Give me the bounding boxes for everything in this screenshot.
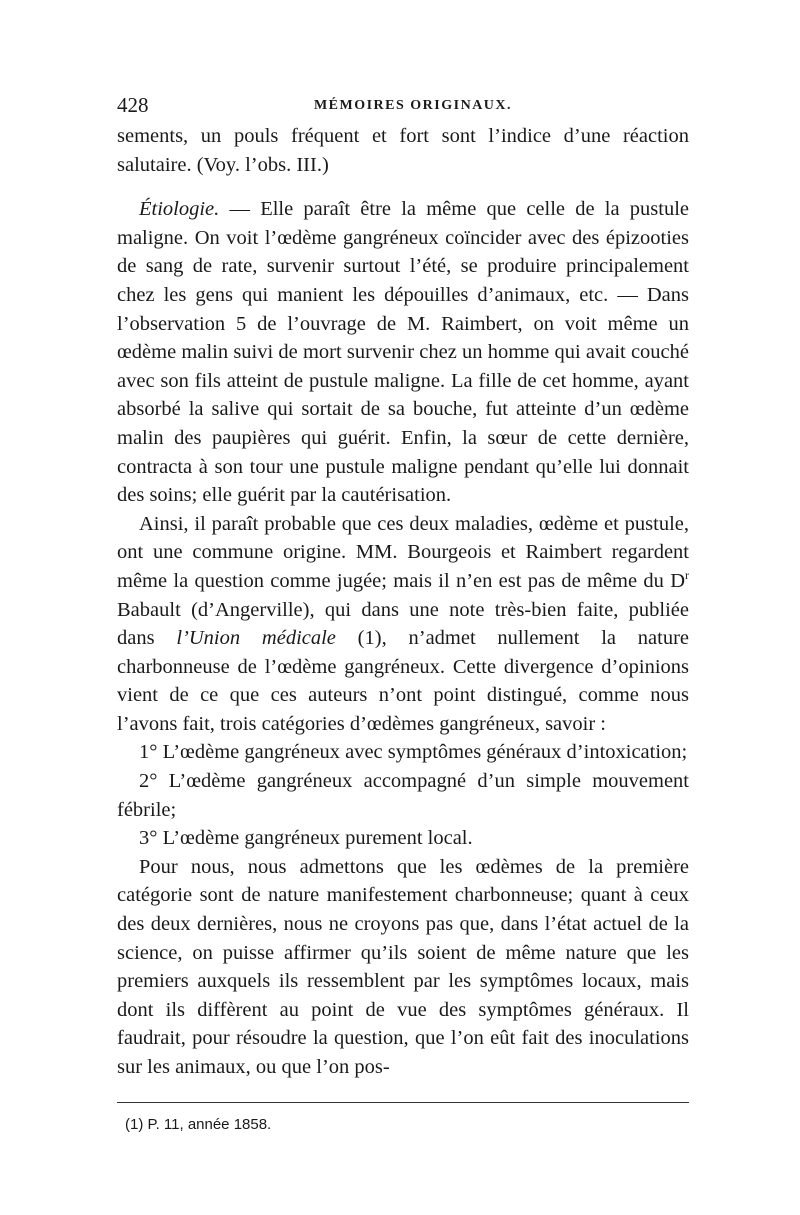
list-item-3: 3° L’œdème gangréneux purement local. bbox=[139, 827, 473, 850]
paragraph-etiologie-text: — Elle paraît être la même que celle de la pustule maligne. On voit l’œdème gangréneux coïncider avec des épizooties de sang de rate, survenir surtout l’été, se produire principalement chez les gens qui manient les dépouilles d’animaux, etc. — Dans l’observation 5 de l’ouvrage de M. Raimbert, on voit même un œdème malin suivi de mort survenir chez un homme qui avait couché avec son fils atteint de pustule maligne. La fille de cet homme, ayant absorbé la salive qui sortait de sa bouche, fut atteinte d’un œdème malin des paupières qui guérit. Enfin, la sœur de cette dernière, contracta à son tour une pustule maligne pendant qu’elle lui donnait des soins; elle guérit par la cautérisation. bbox=[117, 198, 689, 507]
paragraph-ainsi-part-b: Babault (d’Angerville), qui dans une note très-bien faite, publiée dans bbox=[117, 598, 689, 650]
running-head bbox=[117, 92, 689, 122]
superscript-r: r bbox=[685, 568, 689, 583]
running-title: MÉMOIRES ORIGINAUX. bbox=[313, 98, 513, 113]
list-item-2: 2° L’œdème gangréneux accompagné d’un simple mouvement fébrile; bbox=[117, 770, 689, 821]
journal-title: l’Union médicale bbox=[176, 627, 336, 650]
paragraph-ainsi bbox=[117, 510, 689, 739]
paragraph-continuation: sements, un pouls fréquent et fort sont l’indice d’une réaction salutaire. (Voy. l’obs. III.) bbox=[117, 125, 689, 176]
footnote-divider bbox=[117, 1102, 689, 1103]
paragraph-ainsi-part-c: (1), n’admet nullement la nature charbonneuse de l’œdème gangréneux. Cette divergence d’opinions vient de ce que ces auteurs n’ont point distingué, comme nous l’avons fait, trois catégories d’œdèmes gangréneux, savoir : bbox=[117, 627, 689, 735]
footnote: (1) P. 11, année 1858. bbox=[125, 1115, 272, 1133]
paragraph-pour-nous: Pour nous, nous admettons que les œdèmes de la première catégorie sont de nature manifestement charbonneuse; quant à ceux des deux dernières, nous ne croyons pas que, dans l’état actuel de la science, on puisse affirmer qu’ils soient de même nature que les premiers auxquels ils ressemblent par les symptômes locaux, mais dont ils diffèrent au point de vue des symptômes généraux. Il faudrait, pour résoudre la question, que l’on eût fait des inoculations sur les animaux, ou que l’on pos- bbox=[117, 855, 689, 1078]
section-heading-etiologie: Étiologie. bbox=[139, 198, 220, 221]
body-text bbox=[117, 122, 689, 1082]
paragraph-etiologie bbox=[117, 195, 689, 510]
list-item-1: 1° L’œdème gangréneux avec symptômes généraux d’intoxication; bbox=[139, 741, 688, 764]
paragraph-ainsi-part-a: Ainsi, il paraît probable que ces deux maladies, œdème et pustule, ont une commune origine. MM. Bourgeois et Raimbert regardent même la question comme jugée; mais il n’en est pas de même du D bbox=[117, 512, 689, 592]
page-number: 428 bbox=[117, 93, 149, 117]
document-page bbox=[117, 92, 689, 1135]
